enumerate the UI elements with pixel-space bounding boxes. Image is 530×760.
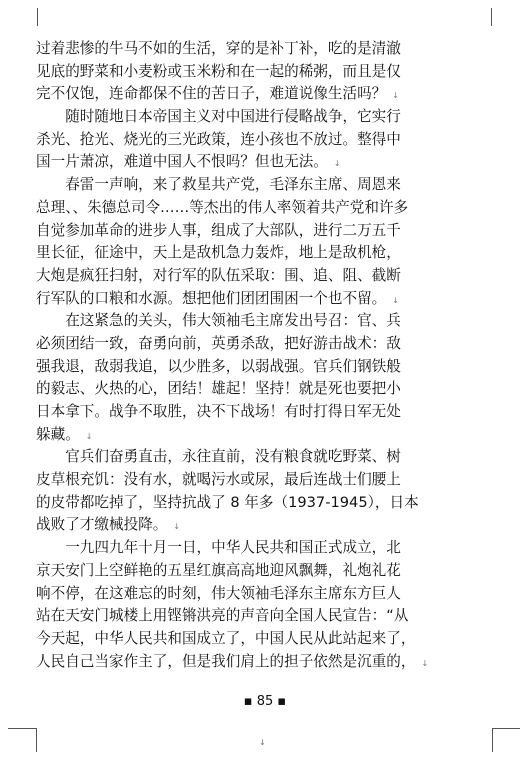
text-line: 在这紧急的关头，伟大领袖毛主席发出号召：官、兵 — [36, 312, 401, 330]
text-line: 过着悲惨的牛马不如的生活，穿的是补丁补，吃的是清澈 — [36, 40, 401, 57]
text-line: 杀光、抢光、烧光的三光政策，连小孩也不放过。整得中 — [36, 130, 401, 148]
text-line: 完不仅饱，连命都保不住的苦日子，难道说像生活吗？ ↓ — [36, 85, 399, 103]
paragraph-mark: ↓ — [173, 522, 181, 532]
paragraph-mark: ↓ — [259, 738, 266, 747]
page-number: ▪ 85 ▪ — [243, 694, 287, 709]
paragraph-mark: ↓ — [333, 159, 341, 169]
text-line: 国一片萧凉，难道中国人不恨吗？但也无法。 ↓ — [36, 153, 341, 171]
crop-mark-bottom-left-h — [8, 728, 36, 729]
text-line: 今天起，中华人民共和国成立了，中国人民从此站起来了， — [36, 629, 416, 647]
crop-mark-bottom-right-h — [492, 728, 520, 729]
text-line: 日本拿下。战争不取胜，决不下战场！有时打得日军无处 — [36, 403, 401, 420]
text-line: 躲藏。 ↓ — [36, 425, 93, 443]
text-line: 的皮带都吃掉了，坚持抗战了 8 年多（1937-1945），日本 — [36, 493, 419, 511]
text-line: 人民自己当家作主了，但是我们肩上的担子依然是沉重的， ↓ — [36, 652, 429, 670]
text-line: 战败了才缴械投降。 ↓ — [36, 516, 181, 534]
text-line: 站在天安门城楼上用铿锵洪亮的声音向全国人民宣告：“从 — [36, 607, 409, 625]
text-line: 自觉参加革命的进步人事，组成了大部队，进行二万五千 — [36, 221, 401, 239]
text-line: 大炮是疯狂扫射，对行军的队伍采取：围、追、阻、截断 — [36, 266, 401, 284]
text-line: 行军队的口粮和水源。想把他们团团围困一个也不留。 ↓ — [36, 289, 399, 307]
text-line: 强我退，敌弱我追，以少胜多，以弱战强。官兵们钢铁般 — [36, 357, 401, 375]
crop-mark-bottom-right-v — [492, 728, 493, 752]
text-line: 官兵们奋勇直击，永往直前，没有粮食就吃野菜、树 — [36, 448, 401, 466]
crop-mark-top-right — [491, 8, 492, 26]
text-line: 里长征，征途中，天上是敌机急力轰炸，地上是敌机枪， — [36, 244, 401, 262]
text-line: 必须团结一致，奋勇向前，英勇杀敌，把好游击战术：敌 — [36, 334, 401, 352]
paragraph-mark: ↓ — [85, 431, 93, 441]
text-line: 京天安门上空鲜艳的五星红旗高高地迎风飘舞，礼炮礼花 — [36, 561, 401, 579]
text-line: 随时随地日本帝国主义对中国进行侵略战争，它实行 — [36, 108, 401, 126]
paragraph-mark: ↓ — [392, 295, 399, 305]
text-line: 春雷一声响，来了救星共产党，毛泽东主席、周恩来 — [36, 176, 401, 194]
paragraph-mark: ↓ — [421, 658, 429, 668]
document-body — [36, 38, 496, 673]
text-line: 响不停，在这难忘的时刻，伟大领袖毛泽东主席东方巨人 — [36, 584, 401, 602]
text-line: 总理、、朱德总司令……等杰出的伟人率领着共产党和许多 — [36, 198, 409, 216]
text-line: 见底的野菜和小麦粉或玉米粉和在一起的稀粥，而且是仅 — [36, 62, 401, 80]
crop-mark-bottom-left-v — [36, 728, 37, 752]
text-line: 皮草根充饥：没有水，就喝污水或尿，最后连战士们腰上 — [36, 471, 401, 489]
paragraph-mark: ↓ — [392, 91, 399, 101]
crop-mark-top-left — [37, 8, 38, 26]
text-line: 的毅志、火热的心，团结！雄起！坚持！就是死也要把小 — [36, 380, 401, 398]
text-line: 一九四九年十月一日，中华人民共和国正式成立，北 — [36, 539, 401, 557]
